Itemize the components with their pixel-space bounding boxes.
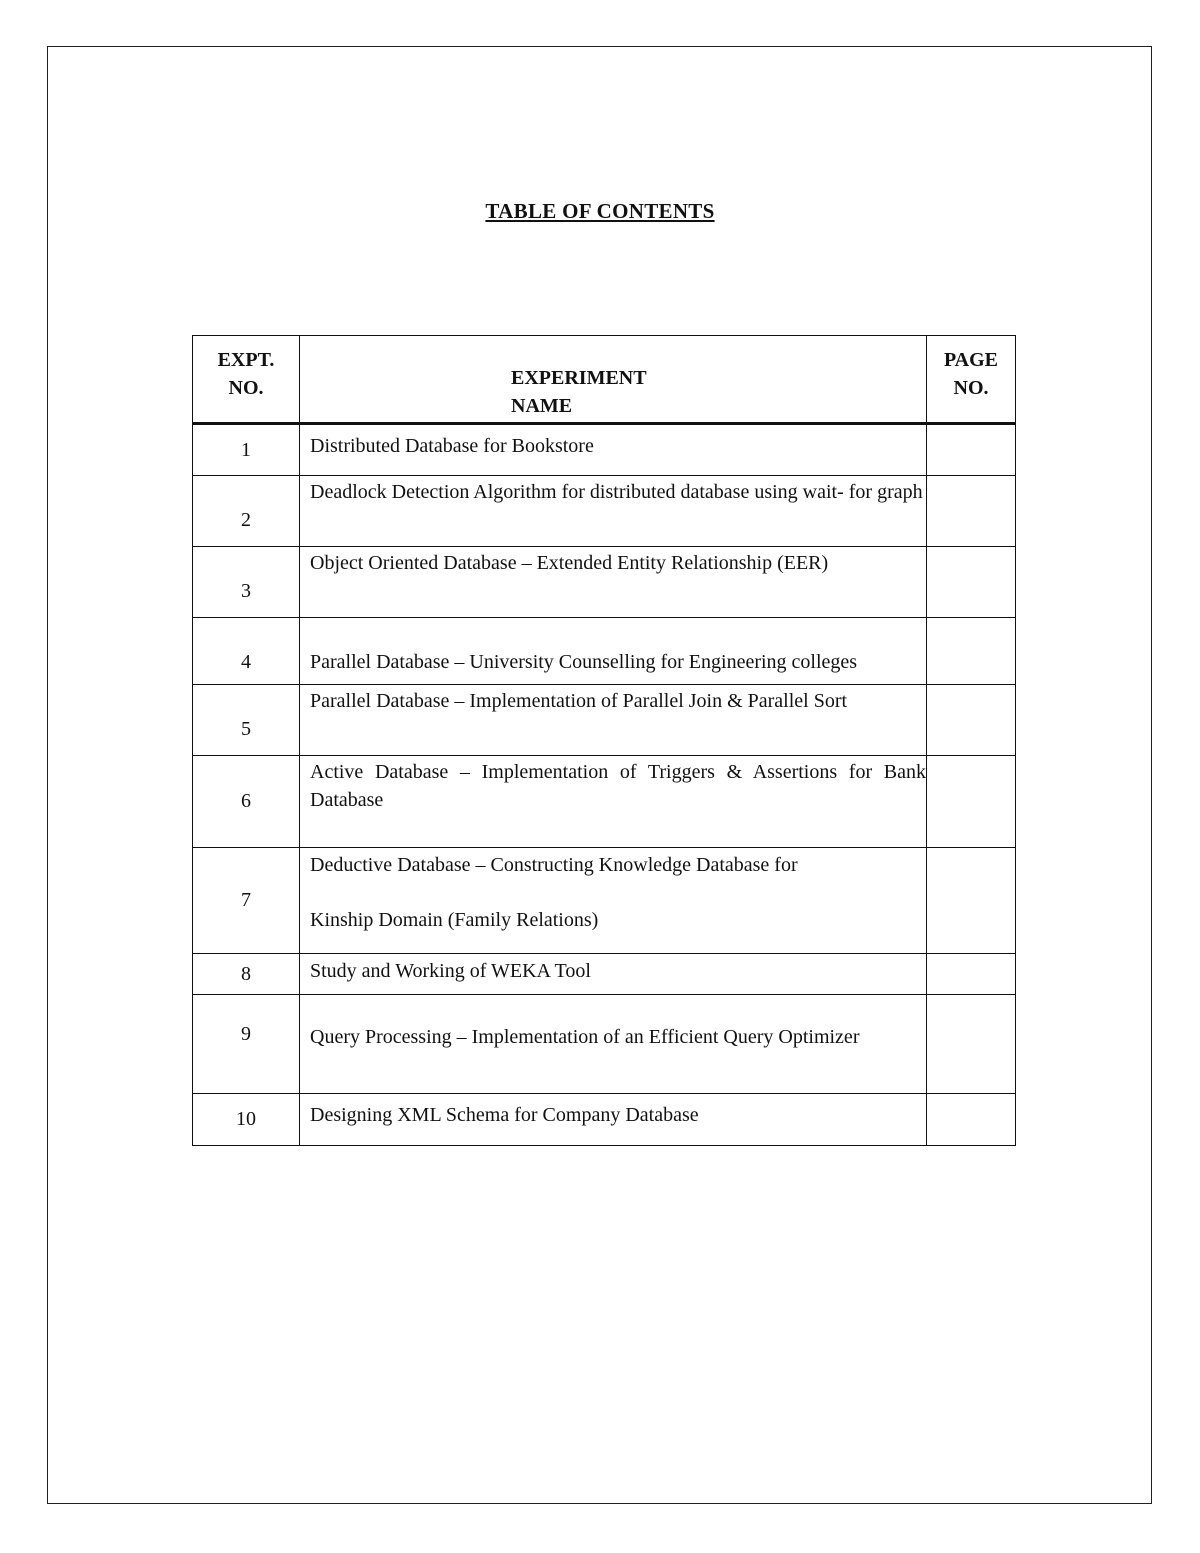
expt-no-cell: 4 xyxy=(193,618,300,685)
table-row xyxy=(193,756,1016,848)
expt-no-cell: 8 xyxy=(193,954,300,995)
experiment-name-cell: Distributed Database for Bookstore xyxy=(300,424,927,476)
header-experiment-name: EXPERIMENT NAME xyxy=(300,336,927,424)
page-no-cell xyxy=(927,476,1016,547)
page-no-cell xyxy=(927,995,1016,1094)
experiment-name-line: Kinship Domain (Family Relations) xyxy=(310,909,599,931)
table-row xyxy=(193,476,1016,547)
table-row xyxy=(193,848,1016,954)
header-expt-no: EXPT. NO. xyxy=(193,336,300,424)
header-page-no: PAGE NO. xyxy=(927,336,1016,424)
expt-no-cell: 3 xyxy=(193,547,300,618)
experiment-name-cell: Parallel Database – Implementation of Parallel Join & Parallel Sort xyxy=(300,685,927,756)
experiment-name-cell xyxy=(300,618,927,685)
table-row xyxy=(193,685,1016,756)
experiment-name-cell: Deadlock Detection Algorithm for distributed database using wait- for graph xyxy=(300,476,927,547)
page-no-cell xyxy=(927,424,1016,476)
experiment-name-cell: Object Oriented Database – Extended Entity Relationship (EER) xyxy=(300,547,927,618)
experiment-name-line: Deductive Database – Constructing Knowledge Database for xyxy=(310,854,798,876)
expt-no-cell: 5 xyxy=(193,685,300,756)
table-row xyxy=(193,424,1016,476)
page-no-cell xyxy=(927,618,1016,685)
table-header-row xyxy=(193,336,1016,424)
table-row xyxy=(193,1094,1016,1146)
expt-no-cell: 10 xyxy=(193,1094,300,1146)
page-no-cell xyxy=(927,1094,1016,1146)
page-no-cell xyxy=(927,547,1016,618)
page-no-cell xyxy=(927,848,1016,954)
experiment-name-cell: Query Processing – Implementation of an Efficient Query Optimizer xyxy=(300,995,927,1094)
expt-no-cell: 7 xyxy=(193,848,300,954)
experiment-name-cell xyxy=(300,848,927,954)
experiment-name-text: Parallel Database – University Counselling for Engineering colleges xyxy=(310,651,858,673)
table-row xyxy=(193,954,1016,995)
expt-no-cell: 1 xyxy=(193,424,300,476)
experiment-name-cell: Active Database – Implementation of Triggers & Assertions for Bank Database xyxy=(300,756,927,848)
page-no-cell xyxy=(927,685,1016,756)
page-no-cell xyxy=(927,756,1016,848)
table-row xyxy=(193,547,1016,618)
page-title: TABLE OF CONTENTS xyxy=(485,199,715,223)
expt-no-cell: 6 xyxy=(193,756,300,848)
table-row xyxy=(193,618,1016,685)
experiment-name-cell: Study and Working of WEKA Tool xyxy=(300,954,927,995)
contents-table xyxy=(192,335,1016,1146)
expt-no-cell: 2 xyxy=(193,476,300,547)
page-no-cell xyxy=(927,954,1016,995)
expt-no-cell: 9 xyxy=(193,995,300,1094)
experiment-name-cell: Designing XML Schema for Company Database xyxy=(300,1094,927,1146)
table-row xyxy=(193,995,1016,1094)
